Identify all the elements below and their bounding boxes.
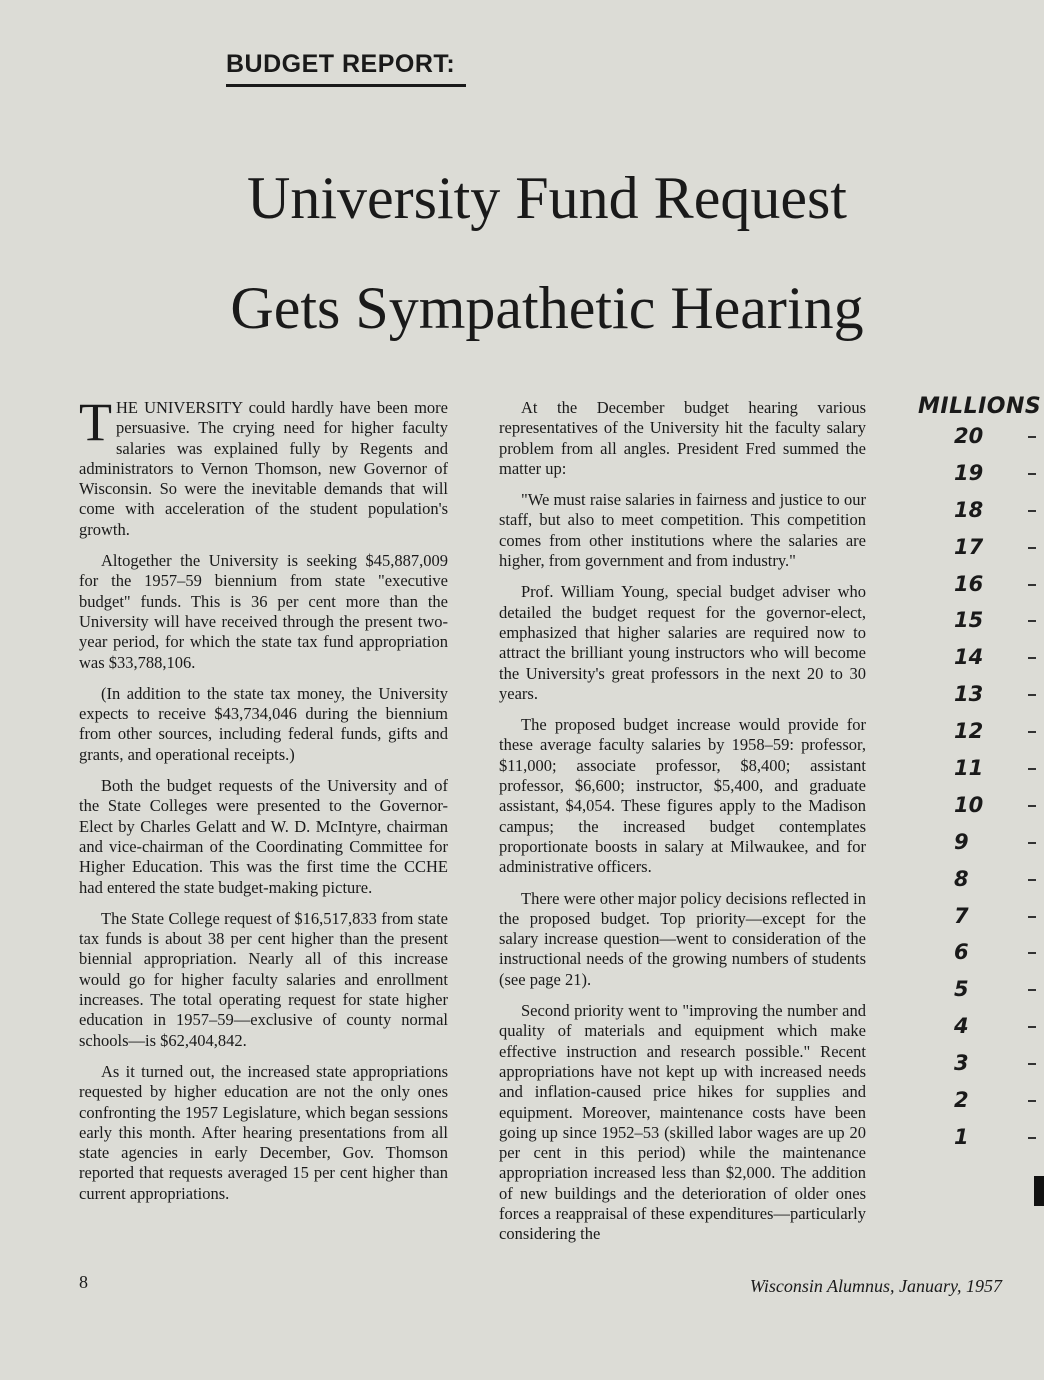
scale-label: 19 xyxy=(918,455,1028,492)
article-column-left xyxy=(79,392,448,1215)
scale-labels xyxy=(918,418,1028,1156)
scale-label: 12 xyxy=(918,713,1028,750)
millions-scale xyxy=(918,394,1042,1156)
headline-line-2: Gets Sympathetic Hearing xyxy=(230,275,864,341)
scale-label: 16 xyxy=(918,566,1028,603)
kicker-underline xyxy=(226,84,466,87)
page-number: 8 xyxy=(79,1272,88,1292)
scale-label: 4 xyxy=(918,1008,1028,1045)
paragraph: Altogether the University is seeking $45,887,009 for the 1957–59 biennium from state "executive budget" funds. This is 36 per cent more than the University will have received through the present two-year period, for which the state tax fund appropriation was $33,788,106. xyxy=(79,551,448,672)
paragraph: At the December budget hearing various representatives of the University hit the faculty salary problem from all angles. President Fred summed the matter up: xyxy=(499,398,866,478)
paragraph: (In addition to the state tax money, the University expects to receive $43,734,046 during the biennium from other sources, including federal funds, gifts and grants, and operational receipts.) xyxy=(79,683,448,764)
paragraph: The proposed budget increase would provide for these average faculty salaries by 1958–59: professor, $11,000; associate professor, $8,400; assistant professor, $6,600; instructor, $5,400, and graduate assistant, $4,054. These figures apply to the Madison campus; the increased budget contemplates proportionate boosts in salary at Milwaukee, and for administrative officers. xyxy=(499,715,866,877)
drop-cap: T xyxy=(79,392,112,452)
edge-mark xyxy=(1034,1176,1044,1206)
paragraph: The State College request of $16,517,833 from state tax funds is about 38 per cent higher than the present biennial appropriation. Nearly all of this increase would go for higher faculty salaries and enrollment increases. The total operating request for state higher education in 1957–59—exclusive of county normal schools—is $62,404,842. xyxy=(79,908,448,1050)
scale-label: 13 xyxy=(918,676,1028,713)
scale-label: 6 xyxy=(918,934,1028,971)
scale-label: 10 xyxy=(918,787,1028,824)
publication-credit: Wisconsin Alumnus, January, 1957 xyxy=(749,1276,1002,1296)
scale-label: 15 xyxy=(918,602,1028,639)
section-kicker: BUDGET REPORT: xyxy=(226,50,456,78)
scale-label: 1 xyxy=(918,1119,1028,1156)
paragraph: There were other major policy decisions reflected in the proposed budget. Top priority—except for the salary increase question—went to consideration of the instructional needs of the growing numbers of students (see page 21). xyxy=(499,888,866,989)
paragraph: Second priority went to "improving the number and quality of materials and equipment which make effective instruction and research possible." Recent appropriations have not kept up with increased needs and inflation-caused price hikes for supplies and equipment. Moreover, maintenance costs have been going up since 1952–53 (skilled labor wages are up 20 per cent in this period) while the maintenance appropriation increased less than $2,000. The addition of new buildings and the deterioration of older ones forces a reappraisal of these expenditures—particularly considering the xyxy=(499,1001,866,1244)
scale-label: 3 xyxy=(918,1045,1028,1082)
paragraph: Prof. William Young, special budget adviser who detailed the budget request for the governor-elect, emphasized that higher salaries are required now to attract the brilliant young instructors who will become the University's great professors in the next 20 to 30 years. xyxy=(499,582,866,703)
scale-label: 20 xyxy=(918,418,1028,455)
scale-label: 17 xyxy=(918,529,1028,566)
scale-label: 7 xyxy=(918,898,1028,935)
article-column-middle xyxy=(499,398,866,1256)
scale-title: MILLIONS xyxy=(918,394,1042,419)
scale-label: 9 xyxy=(918,824,1028,861)
scale-label: 2 xyxy=(918,1082,1028,1119)
paragraph: Both the budget requests of the University and of the State Colleges were presented to the Governor-Elect by Charles Gelatt and W. D. McIntyre, chairman and vice-chairman of the Coordinating Committee for Higher Education. This was the first time the CCHE had entered the state budget-making picture. xyxy=(79,776,448,897)
paragraph: THE UNIVERSITY could hardly have been more persuasive. The crying need for higher faculty salaries was explained fully by Regents and administrators to Vernon Thomson, new Governor of Wisconsin. So were the inevitable demands that will come with acceleration of the student population's growth. xyxy=(79,392,448,539)
scale-label: 5 xyxy=(918,971,1028,1008)
headline-line-1: University Fund Request xyxy=(247,165,847,231)
scale-label: 8 xyxy=(918,861,1028,898)
scale-label: 14 xyxy=(918,639,1028,676)
scale-label: 11 xyxy=(918,750,1028,787)
quote-paragraph: "We must raise salaries in fairness and justice to our staff, but also to meet competition. This competition comes from other institutions where the salaries are higher, from government and from industry." xyxy=(499,490,866,571)
paragraph: As it turned out, the increased state appropriations requested by higher education are not the only ones confronting the 1957 Legislature, which began sessions early this month. After hearing presentations from all state agencies in early December, Gov. Thomson reported that requests averaged 15 per cent higher than current appropriations. xyxy=(79,1061,448,1203)
scale-label: 18 xyxy=(918,492,1028,529)
